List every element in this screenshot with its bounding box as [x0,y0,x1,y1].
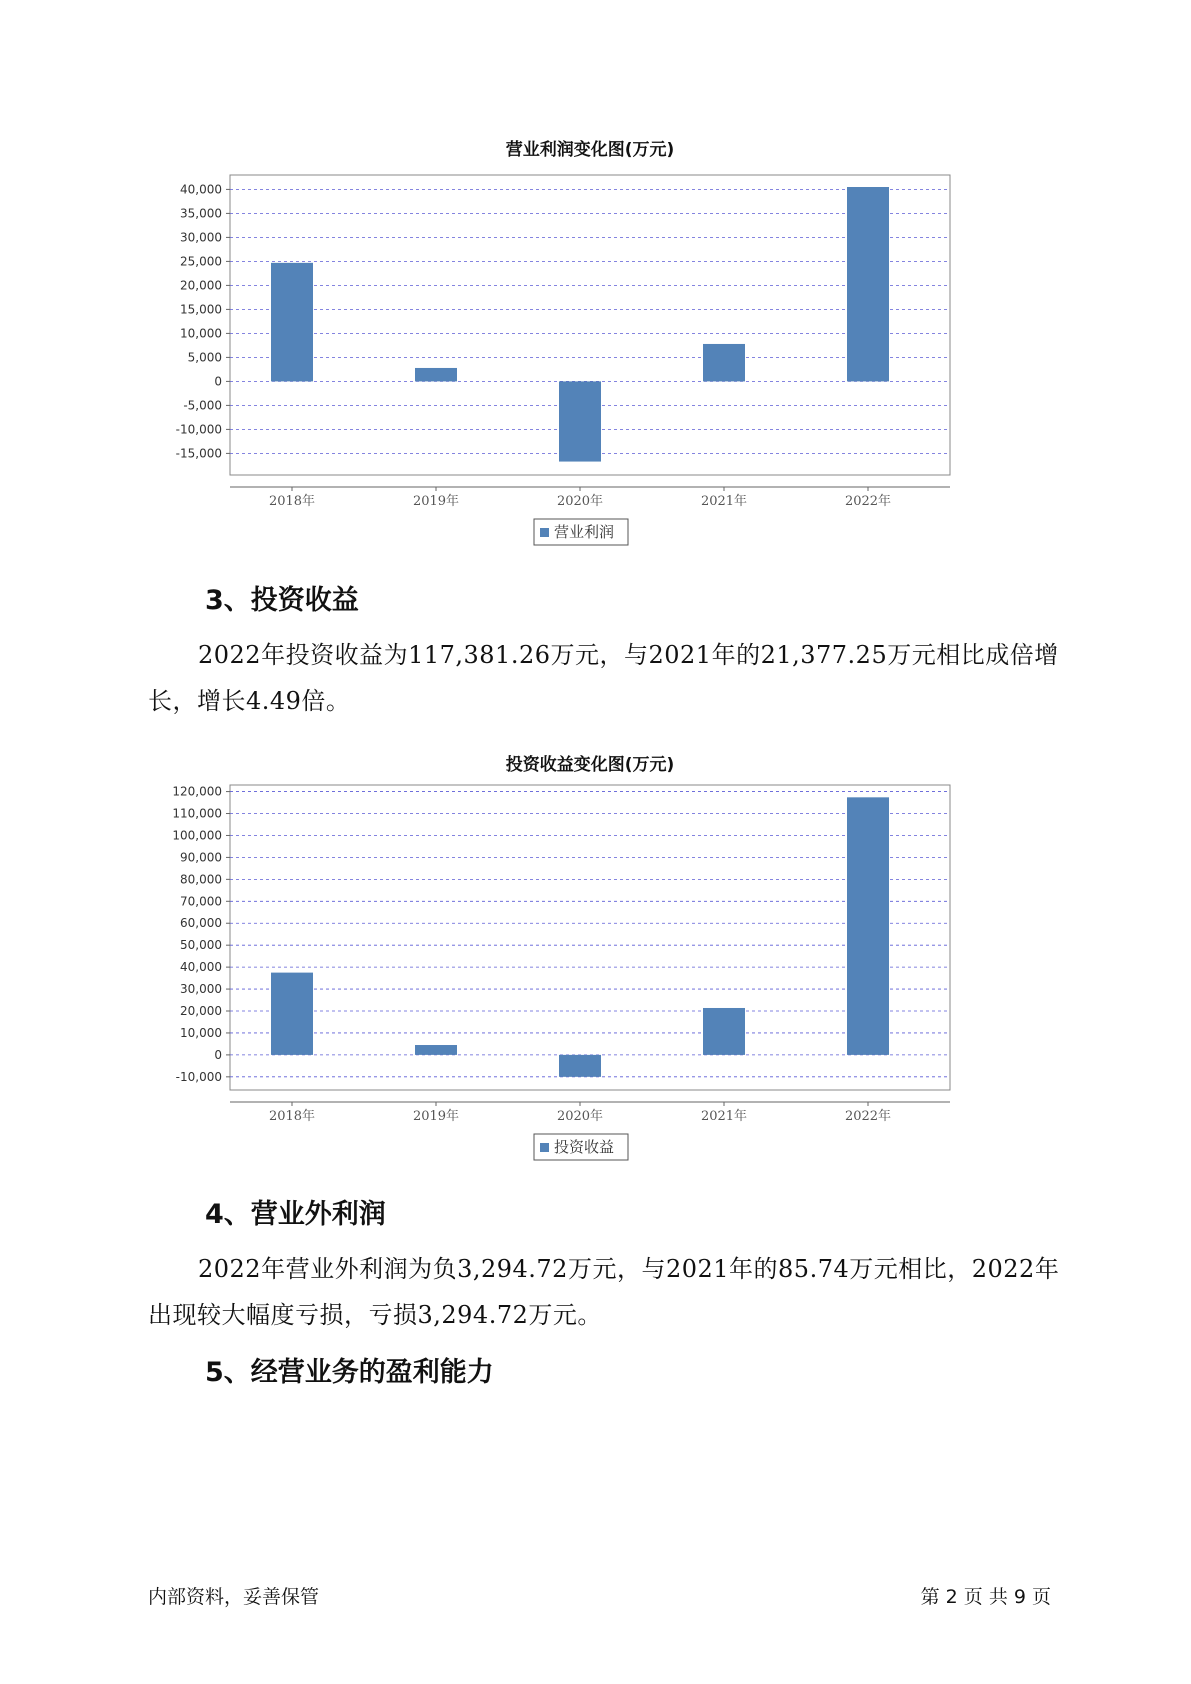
y-tick-label: 80,000 [180,872,222,887]
y-tick-label: -15,000 [175,446,222,461]
y-tick-label: 40,000 [180,182,222,197]
y-tick-label: 0 [214,374,222,389]
legend-swatch [540,528,549,537]
bar [703,344,745,381]
chart-plot [150,780,1030,1180]
bar [703,1008,745,1055]
y-tick-label: 40,000 [180,960,222,975]
y-tick-label: 110,000 [172,806,222,821]
y-tick-label: 20,000 [180,278,222,293]
bar [271,263,313,382]
investment-income-chart [150,745,1030,1165]
operating-profit-chart [150,130,1030,570]
paragraph-non-operating-profit: 2022年营业外利润为负3,294.72万元，与2021年的85.74万元相比，2022年出现较大幅度亏损，亏损3,294.72万元。 [148,1255,1060,1329]
section-heading-non-operating-profit: 4、营业外利润 [205,1199,386,1230]
footer-confidential-note: 内部资料，妥善保管 [148,1586,320,1608]
x-tick-label: 2021年 [700,1109,748,1124]
bar [559,381,601,461]
y-tick-label: 25,000 [180,254,222,269]
y-tick-label: -10,000 [175,1069,222,1084]
footer-page-number: 第 2 页 共 9 页 [920,1586,1051,1608]
y-tick-label: 15,000 [180,302,222,317]
x-tick-label: 2020年 [556,494,604,509]
y-tick-label: 10,000 [180,1025,222,1040]
y-tick-label: 20,000 [180,1004,222,1019]
y-tick-label: -10,000 [175,422,222,437]
bar [847,797,889,1055]
section-heading-investment-income: 3、投资收益 [205,585,359,616]
y-tick-label: 10,000 [180,326,222,341]
x-tick-label: 2019年 [412,1109,460,1124]
bar [415,368,457,381]
bar [415,1045,457,1055]
x-tick-label: 2022年 [844,1109,892,1124]
chart-title: 营业利润变化图(万元) [505,140,675,160]
y-tick-label: 50,000 [180,938,222,953]
y-tick-label: 70,000 [180,894,222,909]
y-tick-label: 120,000 [172,784,222,799]
legend [534,519,628,545]
x-tick-label: 2018年 [268,494,316,509]
paragraph-investment-income: 2022年投资收益为117,381.26万元，与2021年的21,377.25万元相比成倍增长，增长4.49倍。 [148,641,1059,715]
y-tick-label: 60,000 [180,916,222,931]
legend-swatch [540,1143,549,1152]
y-tick-label: -5,000 [183,398,222,413]
chart-plot [150,165,1030,585]
section-heading-operating-profitability: 5、经营业务的盈利能力 [205,1357,494,1388]
y-tick-label: 100,000 [172,828,222,843]
y-tick-label: 5,000 [187,350,222,365]
chart-title: 投资收益变化图(万元) [505,755,675,775]
legend-label: 投资收益 [554,1138,615,1156]
x-tick-label: 2020年 [556,1109,604,1124]
x-tick-label: 2019年 [412,494,460,509]
bar [847,187,889,381]
y-tick-label: 35,000 [180,206,222,221]
legend-label: 营业利润 [554,523,615,541]
x-tick-label: 2021年 [700,494,748,509]
bar [271,973,313,1055]
y-tick-label: 30,000 [180,982,222,997]
y-tick-label: 0 [214,1047,222,1062]
legend [534,1134,628,1160]
x-tick-label: 2018年 [268,1109,316,1124]
y-tick-label: 90,000 [180,850,222,865]
bar [559,1055,601,1077]
y-tick-label: 30,000 [180,230,222,245]
x-tick-label: 2022年 [844,494,892,509]
plot-area [230,785,950,1090]
